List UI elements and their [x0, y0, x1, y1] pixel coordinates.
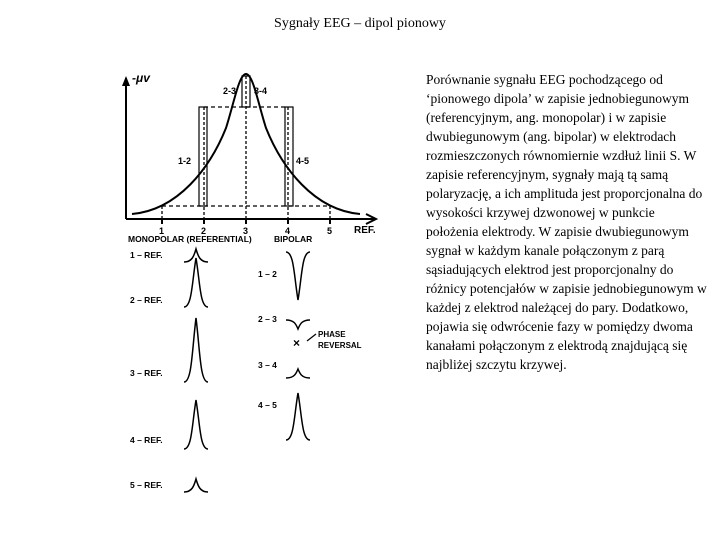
bipolar-wave-1-2 — [286, 252, 310, 300]
electrode-label-1: 1 — [159, 226, 165, 236]
bipolar-channel-4-5: 4 – 5 — [258, 400, 277, 410]
monopolar-header: MONOPOLAR (REFERENTIAL) — [128, 234, 252, 244]
y-axis-arrow — [122, 76, 130, 86]
bipolar-wave-3-4 — [286, 369, 310, 378]
electrode-label-3: 3 — [243, 226, 249, 236]
pair-label-2-3: 2-3 — [223, 86, 237, 96]
phase-reversal-label-1: PHASE — [318, 330, 346, 339]
bipolar-wave-4-5 — [286, 393, 310, 440]
phase-reversal-marker: × — [293, 336, 301, 350]
bipolar-wave-2-3 — [286, 320, 310, 329]
pair-label-4-5: 4-5 — [296, 156, 310, 166]
phase-reversal-label-2: REVERSAL — [318, 341, 362, 350]
slide-title: Sygnały EEG – dipol pionowy — [274, 16, 446, 31]
monopolar-channel-5: 5 – REF. — [130, 480, 163, 490]
bipolar-header: BIPOLAR — [274, 234, 313, 244]
bipolar-channel-3-4: 3 – 4 — [258, 360, 277, 370]
monopolar-channel-3: 3 – REF. — [130, 368, 163, 378]
bipolar-channel-2-3: 2 – 3 — [258, 314, 277, 324]
bipolar-channel-1-2: 1 – 2 — [258, 269, 277, 279]
electrode-label-2: 2 — [201, 226, 207, 236]
electrode-verticals — [162, 76, 330, 219]
y-axis-label: -μv — [132, 71, 150, 85]
pair-label-3-4: 3-4 — [254, 86, 268, 96]
monopolar-wave-2 — [184, 258, 208, 307]
monopolar-channel-2: 2 – REF. — [130, 295, 163, 305]
phase-reversal-pointer — [307, 334, 316, 341]
description-text: Porównanie sygnału EEG pochodzącego od ‘pionowego dipola’ w zapisie jednobiegunowym (referencyjnym, ang. monopolar) i w zapisie dwubiegunowym (ang. bipolar) w elektrodach rozmieszczonych równomiernie wzdłuż linii S. W zapisie referencyjnym, sygnały mają tą samą polaryzację, a ich amplituda jest proporcjonalna do wysokości krzywej dzwonowej w punkcie położenia elektrody. W zapisie dwubiegunowym sygnał w każdym kanale połączonym z parą sąsiadujących elektrod jest proporcjonalny do różnicy potencjałów w zapisie jednobiegunowym w każdej z elektrod należącej do pary. Dodatkowo, pojawia się odwrócenie fazy w pomiędzy dwoma kanałami połączonym z elektrodą znajdującą się najbliżej szczytu krzywej. — [426, 72, 707, 372]
pair-label-1-2: 1-2 — [178, 156, 192, 166]
x-axis-label: REF. — [354, 225, 376, 236]
electrode-label-4: 4 — [285, 226, 291, 236]
eeg-dipole-figure — [98, 56, 408, 526]
electrode-label-5: 5 — [327, 226, 333, 236]
monopolar-channel-4: 4 – REF. — [130, 435, 163, 445]
monopolar-channel-1: 1 – REF. — [130, 250, 163, 260]
monopolar-wave-5 — [184, 479, 208, 492]
monopolar-wave-4 — [184, 400, 208, 449]
monopolar-waveforms — [184, 249, 208, 492]
monopolar-wave-3 — [184, 318, 208, 382]
eeg-dipole-diagram — [98, 56, 408, 526]
